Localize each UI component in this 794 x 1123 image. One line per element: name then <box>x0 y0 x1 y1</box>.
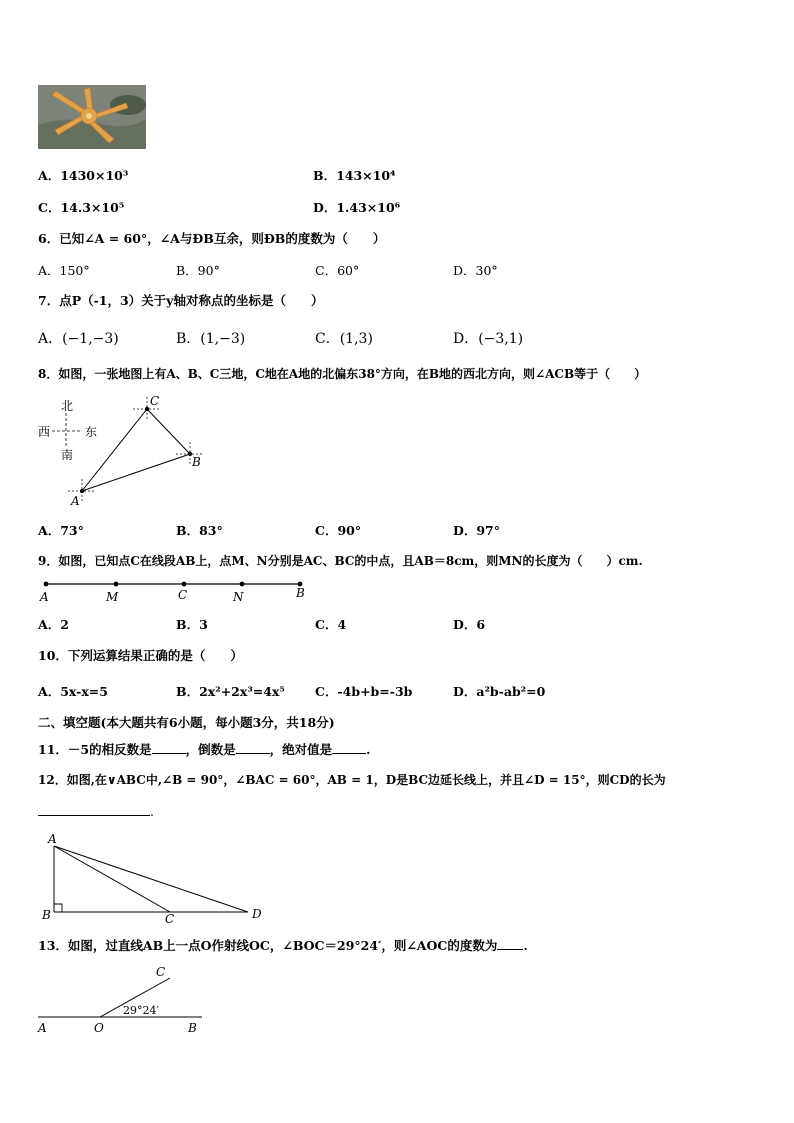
q12-stem: 12．如图,在∨ABC中,∠B = 90°，∠BAC = 60°，AB = 1，D是BC边延长线上，并且∠D = 15°，则CD的长为 <box>38 773 666 787</box>
q10-option-c[interactable]: C．-4b+b=-3b <box>315 684 413 699</box>
compass-south-label: 南 <box>61 448 74 462</box>
segment-ac <box>54 846 170 912</box>
label-b: B <box>192 455 201 469</box>
q7-option-d[interactable]: D．(−3,1) <box>453 331 524 347</box>
label-d: D <box>252 907 262 921</box>
q8-option-d[interactable]: D．97° <box>453 523 500 538</box>
q6-option-d[interactable]: D．30° <box>453 263 498 278</box>
label-c: C <box>165 912 175 925</box>
q13-text-1: 13．如图，过直线AB上一点O作射线OC，∠BOC＝29°24′，则∠AOC的度数为 <box>38 938 498 953</box>
label-a: A <box>48 832 57 846</box>
q9-stem: 9．如图，已知点C在线段AB上，点M、N分别是AC、BC的中点，且AB＝8cm，则MN的长度为（ ）cm. <box>38 554 643 568</box>
q6-stem: 6．已知∠A = 60°，∠A与ÐB互余，则ÐB的度数为（ ） <box>38 231 386 246</box>
q8-stem: 8．如图，一张地图上有A、B、C三地，C地在A地的北偏东38°方向，在B地的西北方向，则∠ACB等于（ ） <box>38 367 647 381</box>
q11-text-4: . <box>366 742 371 757</box>
q7-stem: 7．点P（-1，3）关于y轴对称点的坐标是（ ） <box>38 293 324 308</box>
q5-option-c[interactable]: C．14.3×10⁵ <box>38 200 125 215</box>
label-b: B <box>188 1021 197 1035</box>
point-c <box>145 407 149 411</box>
label-a: A <box>71 494 80 508</box>
label-c: C <box>150 394 160 408</box>
point-m <box>114 582 119 587</box>
q11-blank-opposite[interactable] <box>152 741 186 754</box>
point-a <box>44 582 49 587</box>
q5-option-d[interactable]: D．1.43×10⁶ <box>313 200 401 215</box>
compass-east-label: 东 <box>85 425 98 439</box>
q8-option-a[interactable]: A．73° <box>38 523 84 538</box>
q5-option-b[interactable]: B．143×10⁴ <box>313 168 396 183</box>
q10-option-a[interactable]: A．5x-x=5 <box>38 684 108 699</box>
q9-option-b[interactable]: B．3 <box>176 617 208 632</box>
q8-option-c[interactable]: C．90° <box>315 523 362 538</box>
q11-text-1: 11．－5的相反数是 <box>38 742 152 757</box>
q7-option-b[interactable]: B．(1,−3) <box>176 331 246 347</box>
label-m: M <box>106 590 119 604</box>
label-o: O <box>94 1021 104 1035</box>
label-a: A <box>40 590 49 604</box>
q7-option-a[interactable]: A．(−1,−3) <box>38 331 119 347</box>
q10-stem: 10．下列运算结果正确的是（ ） <box>38 648 243 663</box>
airport-illustration <box>38 85 146 149</box>
q11-text-3: ，绝对值是 <box>269 742 333 757</box>
q9-option-c[interactable]: C．4 <box>315 617 347 632</box>
compass-north-label: 北 <box>61 399 74 413</box>
q11-stem <box>38 740 370 758</box>
q6-option-c[interactable]: C．60° <box>315 263 360 278</box>
q11-blank-reciprocal[interactable] <box>236 741 270 754</box>
q9-segment-figure <box>36 576 316 604</box>
q7-option-c[interactable]: C．(1,3) <box>315 331 373 347</box>
q10-option-b[interactable]: B．2x²+2x³=4x⁵ <box>176 684 285 699</box>
section2-title: 二、填空题(本大题共有6小题，每小题3分，共18分) <box>38 715 335 730</box>
q11-blank-absolute[interactable] <box>332 741 366 754</box>
q10-option-d[interactable]: D．a²b-ab²=0 <box>453 684 546 699</box>
q11-text-2: ，倒数是 <box>185 742 236 757</box>
q13-stem <box>38 936 528 954</box>
label-c: C <box>178 588 188 602</box>
segment-ab <box>82 454 190 491</box>
q5-option-a[interactable]: A．1430×10³ <box>38 168 129 183</box>
point-n <box>240 582 245 587</box>
airport-photo <box>38 85 146 149</box>
label-b: B <box>42 908 51 922</box>
point-c <box>182 582 187 587</box>
label-n: N <box>233 590 244 604</box>
q13-blank[interactable] <box>497 937 523 950</box>
segment-cb <box>147 409 190 454</box>
q9-option-d[interactable]: D．6 <box>453 617 486 632</box>
point-a <box>80 489 84 493</box>
q12-end: . <box>150 804 154 819</box>
segment-ad <box>54 846 248 912</box>
q8-map-figure <box>30 393 220 513</box>
q12-blank[interactable] <box>38 803 150 816</box>
right-angle-mark <box>54 904 62 912</box>
angle-label: 29°24′ <box>123 1004 159 1017</box>
q6-option-a[interactable]: A．150° <box>38 263 90 278</box>
label-b: B <box>296 586 305 600</box>
q8-option-b[interactable]: B．83° <box>176 523 223 538</box>
segment-ac <box>82 409 147 491</box>
q6-option-b[interactable]: B．90° <box>176 263 220 278</box>
compass-west-label: 西 <box>38 425 51 439</box>
q9-option-a[interactable]: A．2 <box>38 617 69 632</box>
label-a: A <box>38 1021 47 1035</box>
label-c: C <box>156 965 166 979</box>
q12-answer-line <box>38 803 154 819</box>
q13-text-2: . <box>523 938 528 953</box>
q13-ray-figure <box>34 962 214 1036</box>
q12-triangle-figure <box>38 830 268 925</box>
